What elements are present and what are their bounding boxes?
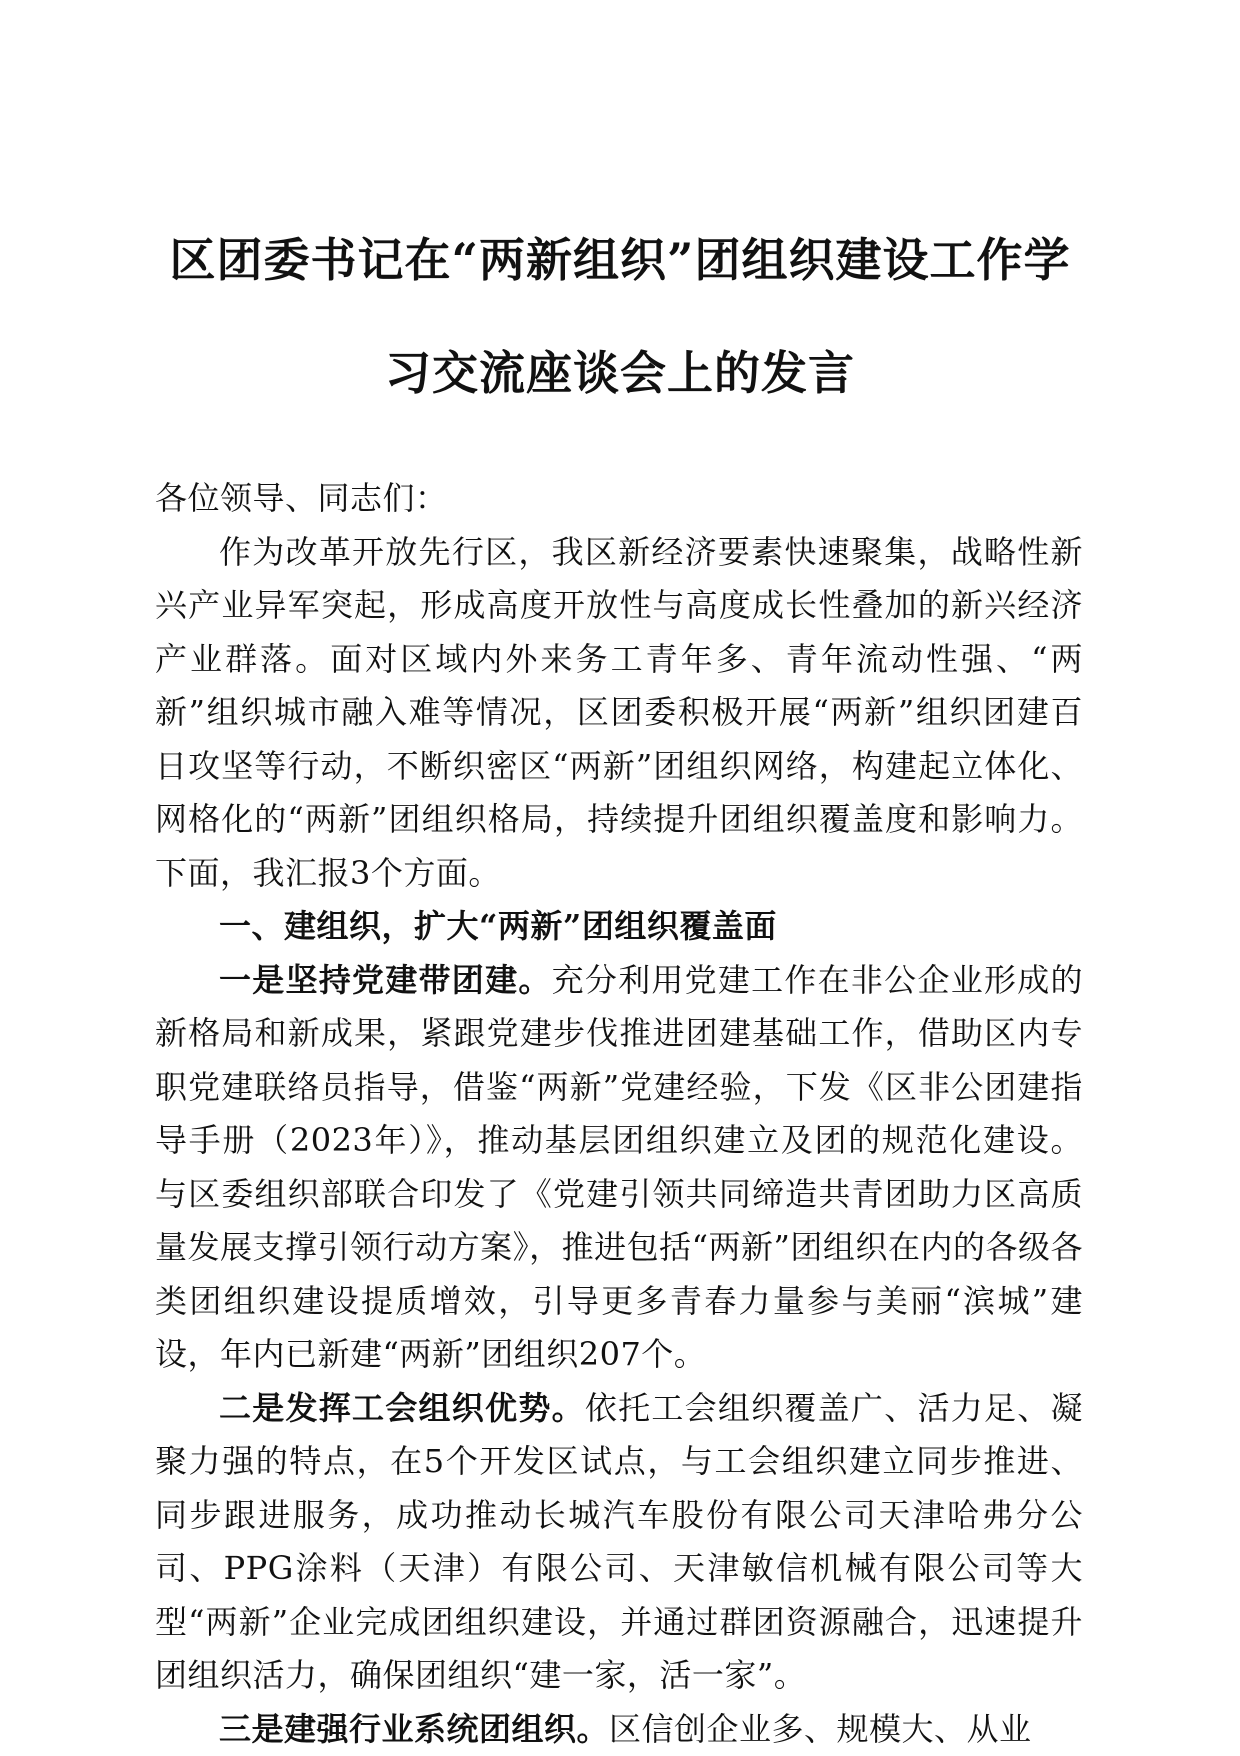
point-lead-2: 二是发挥工会组织优势。 xyxy=(219,1389,585,1427)
point-text-1: 充分利用党建工作在非公企业形成的新格局和新成果，紧跟党建步伐推进团建基础工作，借助区内专职党建联络员指导，借鉴“两新”党建经验，下发《区非公团建指导手册（2023年）》，推动基层团组织建立及团的规范化建设。与区委组织部联合印发了《党建引领共同缔造共青团助力区高质量发展支撑引领行动方案》，推进包括“两新”团组织在内的各级各类团组织建设提质增效，引导更多青春力量参与美丽“滨城”建设，年内已新建“两新”团组织207个。 xyxy=(155,961,1083,1374)
point-paragraph-1 xyxy=(155,954,1083,1382)
section-heading-1: 一、建组织，扩大“两新”团组织覆盖面 xyxy=(155,900,1083,954)
document-title-line-1: 区团委书记在“两新组织”团组织建设工作学 xyxy=(150,225,1090,295)
point-text-2: 依托工会组织覆盖广、活力足、凝聚力强的特点，在5个开发区试点，与工会组织建立同步推进、同步跟进服务，成功推动长城汽车股份有限公司天津哈弗分公司、PPG涂料（天津）有限公司、天津敏信机械有限公司等大型“两新”企业完成团组织建设，并通过群团资源融合，迅速提升团组织活力，确保团组织“建一家，活一家”。 xyxy=(155,1389,1083,1695)
point-lead-3: 三是建强行业系统团组织。 xyxy=(219,1710,609,1748)
point-paragraph-3 xyxy=(155,1703,1083,1756)
salutation: 各位领导、同志们： xyxy=(155,472,1083,526)
document-title-line-2: 习交流座谈会上的发言 xyxy=(150,338,1090,408)
intro-paragraph: 作为改革开放先行区，我区新经济要素快速聚集，战略性新兴产业异军突起，形成高度开放性与高度成长性叠加的新兴经济产业群落。面对区域内外来务工青年多、青年流动性强、“两新”组织城市融入难等情况，区团委积极开展“两新”组织团建百日攻坚等行动，不断织密区“两新”团组织网络，构建起立体化、网格化的“两新”团组织格局，持续提升团组织覆盖度和影响力。下面，我汇报3个方面。 xyxy=(155,526,1083,901)
point-lead-1: 一是坚持党建带团建。 xyxy=(219,961,552,999)
document-body xyxy=(155,472,1083,1756)
point-text-3: 区信创企业多、规模大、从业 xyxy=(609,1710,1032,1748)
point-paragraph-2 xyxy=(155,1382,1083,1703)
